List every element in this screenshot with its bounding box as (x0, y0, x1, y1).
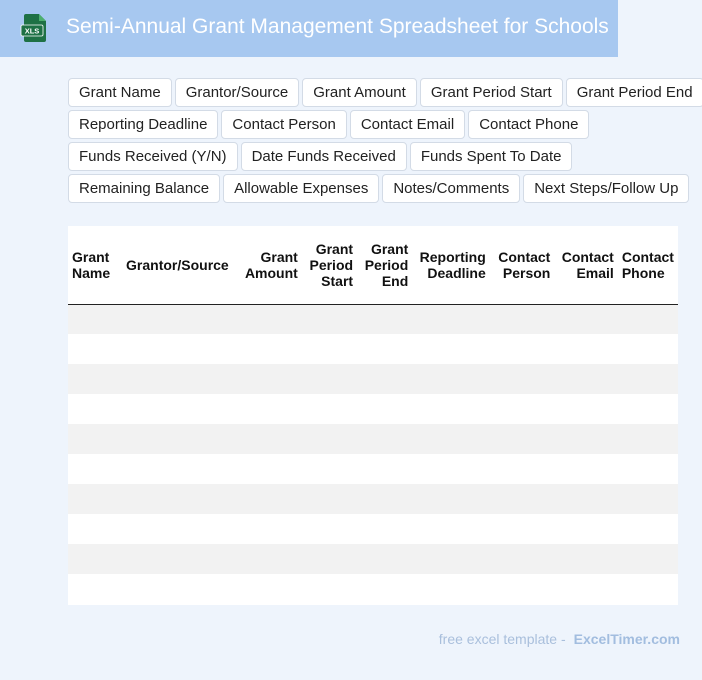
footer-brand-link[interactable]: ExcelTimer.com (573, 631, 680, 647)
table-cell[interactable] (68, 424, 122, 454)
table-cell[interactable] (239, 304, 302, 334)
table-cell[interactable] (357, 454, 412, 484)
table-cell[interactable] (302, 514, 357, 544)
table-cell[interactable] (412, 454, 489, 484)
table-cell[interactable] (122, 574, 239, 604)
column-chip[interactable]: Contact Phone (468, 110, 589, 139)
column-chip[interactable]: Date Funds Received (241, 142, 407, 171)
column-header-text: Grant (315, 240, 354, 257)
table-cell[interactable] (618, 454, 678, 484)
table-cell[interactable] (122, 514, 239, 544)
table-cell[interactable] (554, 364, 617, 394)
table-cell[interactable] (239, 334, 302, 364)
table-cell[interactable] (302, 334, 357, 364)
table-cell[interactable] (357, 304, 412, 334)
table-cell[interactable] (357, 484, 412, 514)
table-cell[interactable] (490, 394, 555, 424)
table-cell[interactable] (412, 364, 489, 394)
table-cell[interactable] (239, 454, 302, 484)
table-cell[interactable] (122, 304, 239, 334)
column-header-text: Contact (561, 248, 614, 265)
column-chip[interactable]: Notes/Comments (382, 174, 520, 203)
column-header-text: Grant (260, 248, 298, 265)
table-row (68, 424, 678, 454)
table-cell[interactable] (302, 394, 357, 424)
table-cell[interactable] (618, 394, 678, 424)
table-row (68, 514, 678, 544)
column-header[interactable] (412, 226, 489, 304)
column-header-text: Contact (621, 248, 674, 265)
table-cell[interactable] (357, 514, 412, 544)
column-header-text: Person (502, 264, 551, 281)
table-cell[interactable] (412, 424, 489, 454)
table-cell[interactable] (412, 544, 489, 574)
column-header-text: Phone (621, 264, 665, 281)
table-cell[interactable] (618, 574, 678, 604)
table-cell[interactable] (412, 514, 489, 544)
table-cell[interactable] (239, 484, 302, 514)
table-cell[interactable] (239, 424, 302, 454)
column-chip[interactable]: Grant Period Start (420, 78, 563, 107)
column-chip-list (68, 78, 698, 206)
table-cell[interactable] (554, 514, 617, 544)
table-cell[interactable] (490, 454, 555, 484)
table-cell[interactable] (554, 484, 617, 514)
table-cell[interactable] (122, 424, 239, 454)
footer-credit (439, 631, 680, 647)
column-header-text: Grantor/Source (126, 256, 229, 273)
table-cell[interactable] (68, 574, 122, 604)
table-row (68, 364, 678, 394)
table-cell[interactable] (68, 544, 122, 574)
column-chip[interactable]: Contact Email (350, 110, 465, 139)
column-header[interactable] (357, 226, 412, 304)
table-cell[interactable] (554, 394, 617, 424)
table-cell[interactable] (554, 454, 617, 484)
column-chip[interactable]: Funds Spent To Date (410, 142, 573, 171)
column-header-text: Contact (498, 248, 551, 265)
table-cell[interactable] (412, 304, 489, 334)
table-cell[interactable] (618, 514, 678, 544)
table-cell[interactable] (239, 514, 302, 544)
table-cell[interactable] (122, 454, 239, 484)
table-cell[interactable] (357, 424, 412, 454)
table-row (68, 544, 678, 574)
table-cell[interactable] (239, 394, 302, 424)
table-cell[interactable] (122, 364, 239, 394)
table-cell[interactable] (68, 304, 122, 334)
column-chip[interactable]: Next Steps/Follow Up (523, 174, 689, 203)
grant-table (68, 226, 678, 604)
table-row (68, 334, 678, 364)
column-header[interactable] (490, 226, 555, 304)
table-cell[interactable] (618, 364, 678, 394)
table-cell[interactable] (490, 484, 555, 514)
table-cell[interactable] (68, 454, 122, 484)
table-cell[interactable] (302, 574, 357, 604)
column-header-text: Period (309, 256, 354, 273)
column-header-text: Start (321, 272, 354, 289)
column-header[interactable] (618, 226, 678, 304)
table-row (68, 304, 678, 334)
column-header-text: Name (72, 264, 111, 281)
table-cell[interactable] (302, 364, 357, 394)
table-cell[interactable] (302, 484, 357, 514)
table-cell[interactable] (302, 544, 357, 574)
column-header-text: Email (576, 264, 614, 281)
column-chip[interactable]: Grant Name (68, 78, 172, 107)
column-header-text: Period (364, 256, 409, 273)
table-row (68, 394, 678, 424)
column-chip[interactable]: Allowable Expenses (223, 174, 379, 203)
chip-row (68, 174, 698, 203)
table-cell[interactable] (554, 574, 617, 604)
chip-row (68, 78, 698, 107)
column-chip[interactable]: Remaining Balance (68, 174, 220, 203)
table-cell[interactable] (412, 574, 489, 604)
column-header-text: Deadline (427, 264, 486, 281)
table-cell[interactable] (68, 514, 122, 544)
column-header-text: Amount (244, 264, 298, 281)
excel-file-icon (20, 13, 50, 43)
table-cell[interactable] (68, 484, 122, 514)
column-header-text: Grant (370, 240, 409, 257)
column-header[interactable] (302, 226, 357, 304)
column-chip[interactable]: Grant Amount (302, 78, 417, 107)
table-cell[interactable] (490, 424, 555, 454)
table-cell[interactable] (122, 334, 239, 364)
table-cell[interactable] (412, 394, 489, 424)
table-cell[interactable] (122, 544, 239, 574)
column-chip[interactable]: Contact Person (221, 110, 346, 139)
table-cell[interactable] (239, 364, 302, 394)
table-cell[interactable] (554, 544, 617, 574)
table-row (68, 454, 678, 484)
table-cell[interactable] (554, 424, 617, 454)
table-cell[interactable] (490, 544, 555, 574)
table-row (68, 484, 678, 514)
table-cell[interactable] (490, 304, 555, 334)
table-cell[interactable] (412, 484, 489, 514)
column-header-text: End (381, 272, 409, 289)
spreadsheet-table-container (68, 226, 678, 605)
column-header[interactable] (122, 226, 239, 304)
column-chip[interactable]: Funds Received (Y/N) (68, 142, 238, 171)
column-chip[interactable]: Grantor/Source (175, 78, 300, 107)
chip-row (68, 110, 698, 139)
table-cell[interactable] (618, 544, 678, 574)
table-row (68, 574, 678, 604)
table-cell[interactable] (490, 334, 555, 364)
table-cell[interactable] (554, 334, 617, 364)
table-cell[interactable] (618, 484, 678, 514)
column-header[interactable] (239, 226, 302, 304)
table-cell[interactable] (302, 454, 357, 484)
column-chip[interactable]: Grant Period End (566, 78, 702, 107)
table-cell[interactable] (357, 334, 412, 364)
footer-text: free excel template - (438, 631, 566, 647)
table-cell[interactable] (302, 304, 357, 334)
table-header-row (68, 226, 678, 304)
page-title: Semi-Annual Grant Management Spreadsheet for Schools (66, 15, 609, 38)
table-cell[interactable] (122, 394, 239, 424)
column-header-text: Reporting (419, 248, 486, 265)
table-cell[interactable] (357, 394, 412, 424)
table-cell[interactable] (490, 364, 555, 394)
title-banner (0, 0, 618, 57)
table-cell[interactable] (618, 334, 678, 364)
table-cell[interactable] (490, 514, 555, 544)
chip-row (68, 142, 698, 171)
table-cell[interactable] (357, 364, 412, 394)
table-cell[interactable] (122, 484, 239, 514)
table-cell[interactable] (68, 334, 122, 364)
table-cell[interactable] (68, 364, 122, 394)
table-cell[interactable] (618, 304, 678, 334)
table-cell[interactable] (412, 334, 489, 364)
table-cell[interactable] (239, 574, 302, 604)
column-header-text: Grant (72, 248, 110, 265)
table-cell[interactable] (618, 424, 678, 454)
column-header[interactable] (68, 226, 122, 304)
column-chip[interactable]: Reporting Deadline (68, 110, 218, 139)
table-cell[interactable] (357, 544, 412, 574)
table-cell[interactable] (68, 394, 122, 424)
table-cell[interactable] (239, 544, 302, 574)
table-cell[interactable] (357, 574, 412, 604)
xls-icon-label: XLS (24, 26, 40, 36)
table-cell[interactable] (302, 424, 357, 454)
table-cell[interactable] (554, 304, 617, 334)
table-cell[interactable] (490, 574, 555, 604)
column-header[interactable] (554, 226, 617, 304)
